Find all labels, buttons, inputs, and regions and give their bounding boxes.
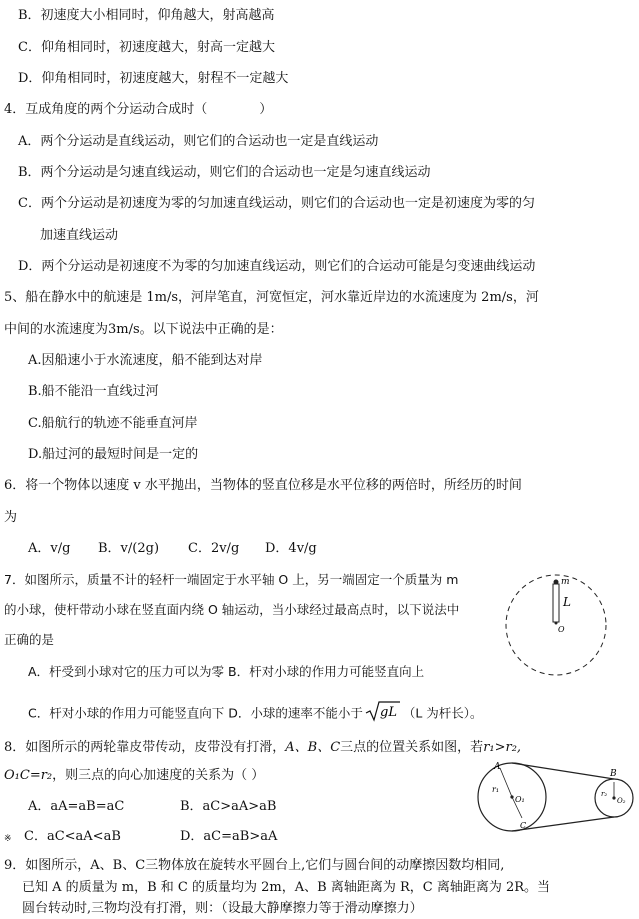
- fig-label-C: C: [520, 821, 527, 830]
- sqrt-content: gL: [379, 705, 397, 720]
- q5-stem-line2: 中间的水流速度为3m/s。以下说法中正确的是：: [4, 322, 283, 337]
- fig-label-B: B: [610, 769, 617, 779]
- q7-options-c-d-text: C．杆对小球的作用力可能竖直向下 D．小球的速率不能小于: [28, 705, 363, 721]
- q5-option-c: C.船航行的轨迹不能垂直河岸: [28, 416, 198, 431]
- q8-mark: ※: [4, 834, 12, 844]
- fig-label-A: A: [494, 762, 501, 772]
- q8-belt-wheels-figure: [472, 760, 638, 838]
- q7-options-a-b: A．杆受到小球对它的压力可以为零 B．杆对小球的作用力可能竖直向上: [28, 664, 425, 679]
- q7-stem-line3: 正确的是: [4, 632, 55, 647]
- q3-option-d: D．仰角相同时，初速度越大，射程不一定越大: [18, 71, 289, 86]
- fig-label-r2: r₂: [601, 790, 608, 798]
- q3-option-c: C．仰角相同时，初速度越大，射高一定越大: [18, 40, 275, 55]
- q8-option-d: D．aC=aB>aA: [180, 829, 278, 844]
- q6-option-d: D．4v/g: [265, 541, 317, 556]
- q6-option-a: A．v/g: [28, 541, 71, 556]
- fig-label-O2: O₂: [617, 797, 626, 805]
- q5-option-d: D.船过河的最短时间是一定的: [28, 447, 199, 462]
- q9-stem-line1: 9．如图所示，A、B、C三物体放在旋转水平圆台上,它们与圆台间的动摩擦因数均相同,: [4, 858, 505, 873]
- q8-stem-line2: [4, 768, 264, 784]
- sqrt-symbol-icon: [365, 700, 401, 722]
- q6-stem-line1: 6．将一个物体以速度 v 水平抛出，当物体的竖直位移是水平位移的两倍时，所经历的时间: [4, 478, 522, 493]
- q8-stem-question: ，则三点的向心加速度的关系为（ ）: [52, 768, 265, 783]
- q8-stem-condition: r₁>r₂,: [483, 740, 522, 755]
- q8-stem-points: A、B、C: [285, 740, 341, 755]
- q4-option-b: B．两个分运动是匀速直线运动，则它们的合运动也一定是匀速直线运动: [18, 165, 431, 180]
- q4-option-d: D．两个分运动是初速度不为零的匀加速直线运动，则它们的合运动可能是匀变速曲线运动: [18, 259, 536, 274]
- q4-option-c-line1: C．两个分运动是初速度为零的匀加速直线运动，则它们的合运动也一定是初速度为零的匀: [18, 196, 535, 211]
- fig-label-r1: r₁: [492, 785, 500, 794]
- fig-label-L: L: [563, 595, 571, 609]
- q6-option-c: C．2v/g: [188, 541, 240, 556]
- sqrt-expression: [365, 700, 401, 728]
- q4-option-a: A．两个分运动是直线运动，则它们的合运动也一定是直线运动: [18, 134, 379, 149]
- q7-option-d-tail: （L 为杆长）。: [402, 705, 483, 721]
- q9-stem-line2: 已知 A 的质量为 m，B 和 C 的质量均为 2m，A、B 离轴距离为 R，C 离轴距离为 2R。当: [22, 880, 551, 895]
- q8-stem-text-a: 8．如图所示的两轮靠皮带传动，皮带没有打滑，: [4, 740, 286, 755]
- q8-stem-text-c: 三点的位置关系如图，若: [340, 740, 484, 755]
- q7-rod-circle-figure: [500, 572, 610, 682]
- q3-option-b: B．初速度大小相同时，仰角越大，射高越高: [18, 8, 275, 23]
- q4-stem: 4．互成角度的两个分运动合成时（ ）: [4, 102, 273, 117]
- q5-option-a: A.因船速小于水流速度，船不能到达对岸: [28, 353, 263, 368]
- q7-stem-line1: 7．如图所示，质量不计的轻杆一端固定于水平轴 O 上，另一端固定一个质量为 m: [4, 572, 459, 587]
- q5-option-b: B.船不能沿一直线过河: [28, 384, 159, 399]
- q8-stem-line1: [4, 740, 521, 756]
- rod-icon: [553, 584, 559, 622]
- q5-stem-line1: 5、船在静水中的航速是 1m/s，河岸笔直，河宽恒定，河水靠近岸边的水流速度为 2m/s，河: [4, 290, 539, 305]
- fig-label-m: m: [561, 577, 570, 587]
- q8-option-a: A．aA=aB=aC: [28, 799, 125, 814]
- belt-bottom: [512, 817, 614, 831]
- q6-option-b: B．v/(2g): [98, 541, 160, 556]
- q7-stem-line2: 的小球，使杆带动小球在竖直面内绕 O 轴运动，当小球经过最高点时，以下说法中: [4, 602, 460, 617]
- q8-option-b: B．aC>aA>aB: [180, 799, 277, 814]
- belt-top: [512, 763, 614, 779]
- fig-label-O: O: [558, 625, 565, 634]
- q4-option-c-line2: 加速直线运动: [40, 228, 119, 243]
- q6-stem-line2: 为: [4, 510, 18, 525]
- q8-stem-o1c: O₁C=r₂: [4, 768, 53, 783]
- q9-stem-line3: 圆台转动时,三物均没有打滑，则：（设最大静摩擦力等于滑动摩擦力）: [22, 901, 423, 916]
- q8-option-c: C．aC<aA<aB: [24, 829, 121, 844]
- fig-label-O1: O₁: [515, 795, 525, 804]
- q7-options-c-d: [28, 700, 483, 728]
